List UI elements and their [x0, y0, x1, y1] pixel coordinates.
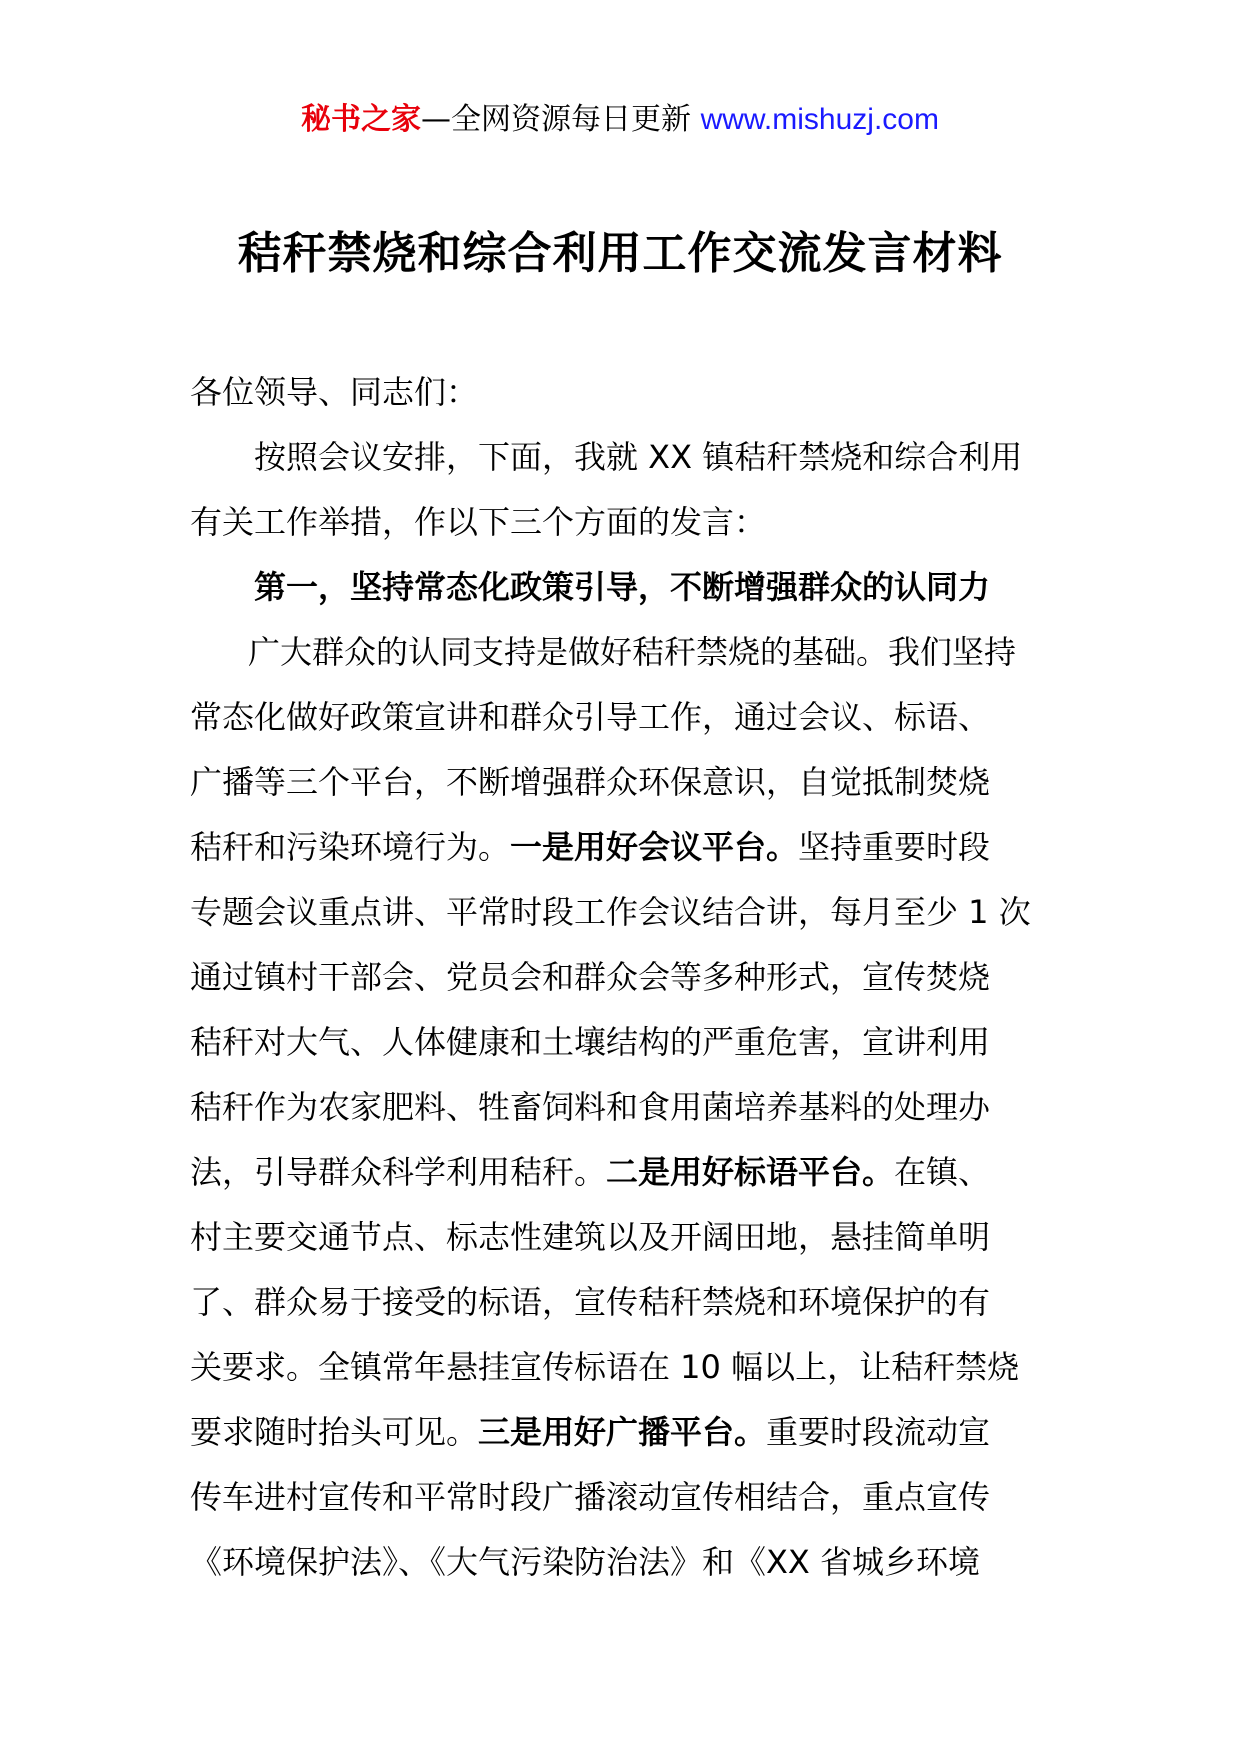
- text-run: 有关工作举措，作以下三个方面的发言：: [190, 503, 767, 541]
- paragraph-line: [190, 1010, 1060, 1075]
- text-run: 第一，坚持常态化政策引导，不断增强群众的认同力: [254, 568, 991, 606]
- paragraph-line: [190, 620, 1060, 685]
- text-run: 按照会议安排，下面，我就 XX 镇秸秆禁烧和综合利用: [254, 438, 1023, 476]
- bold-run: 一是用好会议平台。: [510, 828, 799, 866]
- text-run: 法，引导群众科学利用秸秆。: [190, 1153, 607, 1191]
- brand-name: 秘书之家: [301, 102, 422, 137]
- bold-run: 三是用好广播平台。: [478, 1413, 767, 1451]
- paragraph-line: [190, 1335, 1060, 1400]
- paragraph-line: [190, 1465, 1060, 1530]
- text-run: 秸秆对大气、人体健康和土壤结构的严重危害，宣讲利用: [190, 1023, 991, 1061]
- text-run: 广播等三个平台，不断增强群众环保意识，自觉抵制焚烧: [190, 763, 991, 801]
- paragraph-line: [190, 490, 1060, 555]
- text-run: 重要时段流动宣: [766, 1413, 991, 1451]
- text-run: 专题会议重点讲、平常时段工作会议结合讲，每月至少 1 次: [190, 893, 1031, 931]
- salutation-line: [190, 360, 1060, 425]
- header-slogan: —全网资源每日更新: [421, 102, 701, 137]
- website-link[interactable]: www.mishuzj.com: [700, 103, 939, 136]
- text-run: 村主要交通节点、标志性建筑以及开阔田地，悬挂简单明: [190, 1218, 991, 1256]
- text-run: 秸秆和污染环境行为。: [190, 828, 511, 866]
- bold-run: 二是用好标语平台。: [606, 1153, 895, 1191]
- paragraph-line: [190, 1205, 1060, 1270]
- text-run: 坚持重要时段: [798, 828, 991, 866]
- document-body: [190, 360, 1060, 1595]
- text-run: 秸秆作为农家肥料、牲畜饲料和食用菌培养基料的处理办: [190, 1088, 991, 1126]
- paragraph-line: [190, 750, 1060, 815]
- paragraph-line: [190, 1075, 1060, 1140]
- paragraph-line: [190, 1530, 1060, 1595]
- text-run: 常态化做好政策宣讲和群众引导工作，通过会议、标语、: [190, 698, 991, 736]
- text-run: 关要求。全镇常年悬挂宣传标语在 10 幅以上，让秸秆禁烧: [190, 1348, 1020, 1386]
- paragraph-line: [190, 425, 1060, 490]
- text-run: 广大群众的认同支持是做好秸秆禁烧的基础。我们坚持: [248, 633, 1017, 671]
- text-run: 要求随时抬头可见。: [190, 1413, 479, 1451]
- text-run: 《环境保护法》、《大气污染防治法》和《XX 省城乡环境: [190, 1543, 981, 1581]
- section-heading: [190, 555, 1060, 620]
- text-run: 了、群众易于接受的标语，宣传秸秆禁烧和环境保护的有: [190, 1283, 991, 1321]
- text-run: 各位领导、同志们：: [190, 373, 479, 411]
- paragraph-line: [190, 1400, 1060, 1465]
- page-header: [0, 100, 1240, 140]
- paragraph-line: [190, 1140, 1060, 1205]
- text-run: 通过镇村干部会、党员会和群众会等多种形式，宣传焚烧: [190, 958, 991, 996]
- paragraph-line: [190, 815, 1060, 880]
- document-title: 秸秆禁烧和综合利用工作交流发言材料: [237, 228, 1003, 279]
- text-run: 在镇、: [894, 1153, 991, 1191]
- paragraph-line: [190, 1270, 1060, 1335]
- paragraph-line: [190, 945, 1060, 1010]
- paragraph-line: [190, 880, 1060, 945]
- paragraph-line: [190, 685, 1060, 750]
- text-run: 传车进村宣传和平常时段广播滚动宣传相结合，重点宣传: [190, 1478, 991, 1516]
